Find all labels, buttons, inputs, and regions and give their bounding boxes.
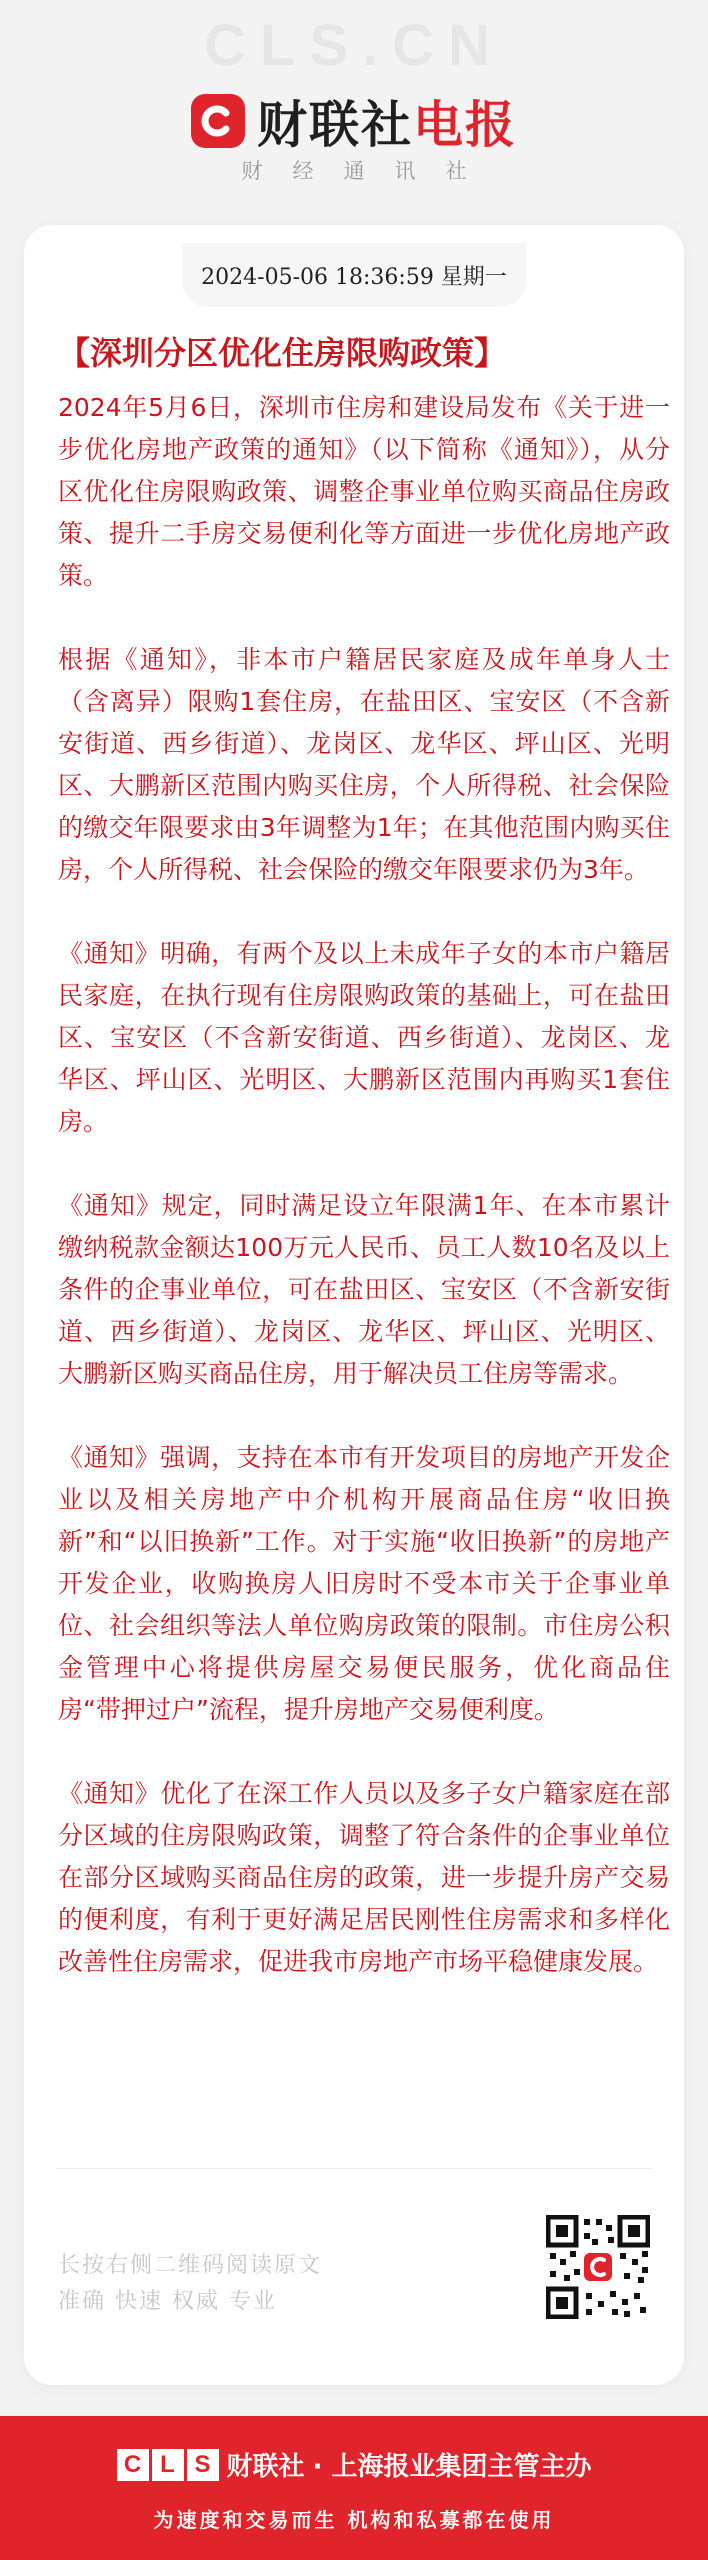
article-card [24,225,684,2385]
cls-letter: S [187,2449,219,2481]
article-datetime: 2024-05-06 18:36:59 星期一 [182,243,526,307]
footer-text [58,2248,322,2320]
article-title: 【深圳分区优化住房限购政策】 [58,334,507,372]
footer-line-read-original: 长按右侧二维码阅读原文 [58,2253,323,2278]
brand-name-red: 电报 [413,96,517,154]
paragraph: 2024年5月6日，深圳市住房和建设局发布《关于进一步优化房地产政策的通知》（以下简称《通知》），从分区优化住房限购政策、调整企事业单位购买商品住房政策、提升二手房交易便利化等方面进一步优化房地产政策。 [58,393,670,590]
banner-org: · 上海报业集团主管主办 [312,2452,592,2482]
cls-logo [117,2449,219,2481]
paragraph: 根据《通知》，非本市户籍居民家庭及成年单身人士（含离异）限购1套住房，在盐田区、宝安区（不含新安街道、西乡街道）、龙岗区、龙华区、坪山区、光明区、大鹏新区范围内购买住房，个人所得税、社会保险的缴交年限要求由3年调整为1年；在其他范围内购买住房，个人所得税、社会保险的缴交年限要求仍为3年。 [58,645,670,884]
paragraph: 《通知》明确，有两个及以上未成年子女的本市户籍居民家庭，在执行现有住房限购政策的基础上，可在盐田区、宝安区（不含新安街道、西乡街道）、龙岗区、龙华区、坪山区、光明区、大鹏新区范围内再购买1套住房。 [58,939,670,1136]
brand-logo [0,85,708,157]
divider [56,2168,652,2169]
article-body [58,387,670,2025]
cls-letter: C [117,2449,149,2481]
bottom-banner [0,2416,708,2560]
brand-name-black: 财联社 [257,96,413,154]
paragraph: 《通知》优化了在深工作人员以及多子女户籍家庭在部分区域的住房限购政策，调整了符合条件的企事业单位在部分区域购买商品住房的政策，进一步提升房产交易的便利度，有利于更好满足居民刚性住房需求和多样化改善性住房需求，促进我市房地产市场平稳健康发展。 [58,1779,670,1976]
paragraph: 《通知》规定，同时满足设立年限满1年、在本市累计缴纳税款金额达100万元人民币、员工人数10名及以上条件的企事业单位，可在盐田区、宝安区（不含新安街道、西乡街道）、龙岗区、龙华区、坪山区、光明区、大鹏新区购买商品住房，用于解决员工住房等需求。 [58,1191,670,1388]
header [0,0,708,225]
qr-code-icon[interactable] [546,2215,650,2319]
cls-letter: L [152,2449,184,2481]
brand-subtitle: 财经通讯社 [241,159,497,183]
banner-brand: 财联社 [226,2452,305,2482]
banner-brand-row [0,2446,708,2483]
paragraph: 《通知》强调，支持在本市有开发项目的房地产开发企业以及相关房地产中介机构开展商品住房“收旧换新”和“以旧换新”工作。对于实施“收旧换新”的房地产开发企业，收购换房人旧房时不受本市关于企事业单位、社会组织等法人单位购房政策的限制。市住房公积金管理中心将提供房屋交易便民服务，优化商品住房“带押过户”流程，提升房地产交易便利度。 [58,1443,670,1724]
watermark: CLS.CN [204,13,504,78]
brand-name [257,85,517,157]
footer-line-tagline: 准确 快速 权威 专业 [58,2289,277,2314]
logo-c-icon [191,94,245,148]
banner-slogan: 为速度和交易而生 机构和私募都在使用 [153,2508,555,2532]
